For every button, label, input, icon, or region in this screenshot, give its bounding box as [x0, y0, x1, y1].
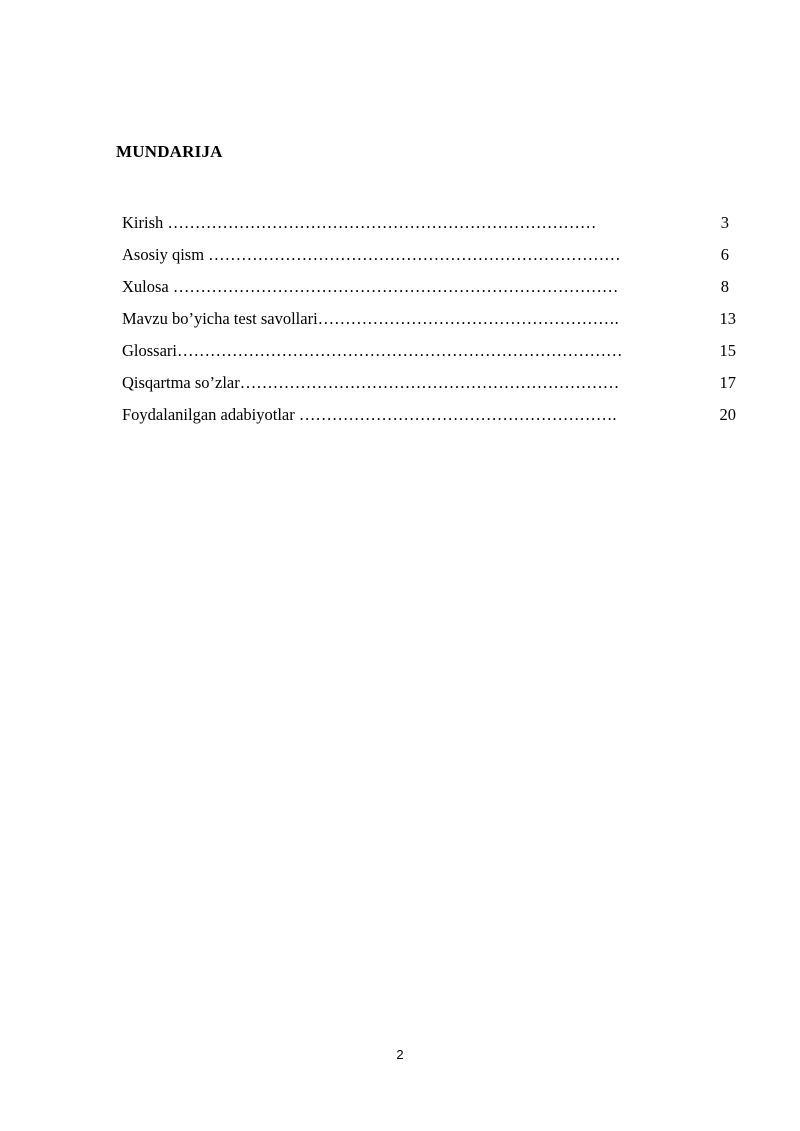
toc-entry-label: Qisqartma so’zlar…………………………………………………………… [122, 373, 620, 392]
toc-entry-page: 13 [719, 309, 736, 328]
toc-entry-page: 6 [720, 245, 729, 264]
toc-entry-test-savollari[interactable] [122, 307, 736, 339]
toc-entry-label: Asosiy qism ………………………………………………………………… [122, 245, 621, 264]
toc-entry-xulosa[interactable] [122, 275, 736, 307]
toc-entry-page: 15 [719, 341, 736, 360]
toc-entry-label: Mavzu bo’yicha test savollari………………………………………………. [122, 309, 619, 328]
toc-entry-label: Foydalanilgan adabiyotlar …………………………………………………. [122, 405, 617, 424]
toc-entry-label: Glossari……………………………………………………………………… [122, 341, 623, 360]
toc-entry-page: 8 [720, 277, 729, 296]
toc-entry-label: Xulosa ……………………………………………………………………… [122, 277, 619, 296]
toc-entry-label: Kirish …………………………………………………………………… [122, 213, 597, 232]
toc-entry-asosiy-qism[interactable] [122, 243, 736, 275]
toc-entry-page: 20 [719, 405, 736, 424]
page-number: 2 [396, 1047, 404, 1062]
toc-entry-page: 3 [720, 213, 729, 232]
toc-entry-glossari[interactable] [122, 339, 736, 371]
toc-entry-page: 17 [719, 373, 736, 392]
toc-entry-kirish[interactable] [122, 211, 736, 243]
page-title: MUNDARIJA [116, 142, 223, 161]
toc-entry-adabiyotlar[interactable] [122, 403, 736, 435]
toc-entry-qisqartma-sozlar[interactable] [122, 371, 736, 403]
table-of-contents [122, 211, 736, 435]
